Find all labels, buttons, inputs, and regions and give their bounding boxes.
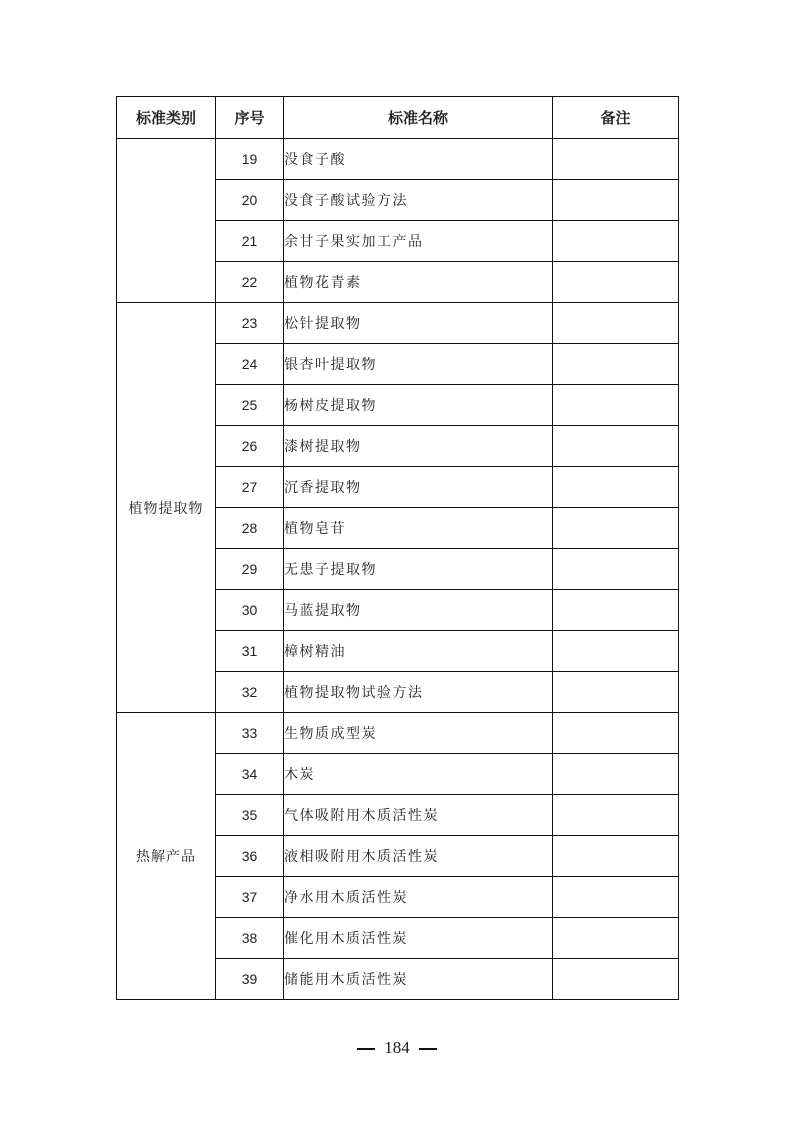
number-cell: 32 xyxy=(216,672,284,713)
note-cell xyxy=(553,754,679,795)
header-number: 序号 xyxy=(216,97,284,139)
right-dash xyxy=(419,1048,437,1050)
table-row xyxy=(117,139,679,180)
page-number-text: 184 xyxy=(384,1038,410,1057)
standard-name-cell: 催化用木质活性炭 xyxy=(284,918,553,959)
standard-name-cell: 净水用木质活性炭 xyxy=(284,877,553,918)
note-cell xyxy=(553,344,679,385)
note-cell xyxy=(553,590,679,631)
standard-name-cell: 没食子酸 xyxy=(284,139,553,180)
standard-name-cell: 气体吸附用木质活性炭 xyxy=(284,795,553,836)
standard-name-cell: 生物质成型炭 xyxy=(284,713,553,754)
number-cell: 28 xyxy=(216,508,284,549)
header-row xyxy=(117,97,679,139)
note-cell xyxy=(553,672,679,713)
table-body xyxy=(117,139,679,1000)
number-cell: 23 xyxy=(216,303,284,344)
note-cell xyxy=(553,795,679,836)
standard-name-cell: 马蓝提取物 xyxy=(284,590,553,631)
number-cell: 38 xyxy=(216,918,284,959)
number-cell: 30 xyxy=(216,590,284,631)
standard-name-cell: 植物皂苷 xyxy=(284,508,553,549)
note-cell xyxy=(553,836,679,877)
number-cell: 19 xyxy=(216,139,284,180)
note-cell xyxy=(553,508,679,549)
standards-table xyxy=(116,96,679,1000)
number-cell: 36 xyxy=(216,836,284,877)
note-cell xyxy=(553,385,679,426)
standard-name-cell: 没食子酸试验方法 xyxy=(284,180,553,221)
number-cell: 26 xyxy=(216,426,284,467)
standard-name-cell: 松针提取物 xyxy=(284,303,553,344)
number-cell: 29 xyxy=(216,549,284,590)
number-cell: 35 xyxy=(216,795,284,836)
header-category: 标准类别 xyxy=(117,97,216,139)
number-cell: 20 xyxy=(216,180,284,221)
standard-name-cell: 植物提取物试验方法 xyxy=(284,672,553,713)
note-cell xyxy=(553,549,679,590)
standard-name-cell: 杨树皮提取物 xyxy=(284,385,553,426)
note-cell xyxy=(553,877,679,918)
number-cell: 31 xyxy=(216,631,284,672)
table-row xyxy=(117,713,679,754)
number-cell: 24 xyxy=(216,344,284,385)
category-cell: 植物提取物 xyxy=(117,303,216,713)
standard-name-cell: 银杏叶提取物 xyxy=(284,344,553,385)
standard-name-cell: 植物花青素 xyxy=(284,262,553,303)
standard-name-cell: 漆树提取物 xyxy=(284,426,553,467)
note-cell xyxy=(553,713,679,754)
note-cell xyxy=(553,180,679,221)
left-dash xyxy=(357,1048,375,1050)
note-cell xyxy=(553,221,679,262)
note-cell xyxy=(553,426,679,467)
number-cell: 27 xyxy=(216,467,284,508)
note-cell xyxy=(553,631,679,672)
standard-name-cell: 无患子提取物 xyxy=(284,549,553,590)
note-cell xyxy=(553,139,679,180)
page-number xyxy=(0,1038,794,1058)
standard-name-cell: 储能用木质活性炭 xyxy=(284,959,553,1000)
standard-name-cell: 余甘子果实加工产品 xyxy=(284,221,553,262)
number-cell: 22 xyxy=(216,262,284,303)
standard-name-cell: 樟树精油 xyxy=(284,631,553,672)
note-cell xyxy=(553,262,679,303)
number-cell: 25 xyxy=(216,385,284,426)
note-cell xyxy=(553,303,679,344)
standard-name-cell: 沉香提取物 xyxy=(284,467,553,508)
note-cell xyxy=(553,467,679,508)
header-note: 备注 xyxy=(553,97,679,139)
note-cell xyxy=(553,918,679,959)
number-cell: 21 xyxy=(216,221,284,262)
category-cell: 热解产品 xyxy=(117,713,216,1000)
header-name: 标准名称 xyxy=(284,97,553,139)
table-row xyxy=(117,303,679,344)
number-cell: 34 xyxy=(216,754,284,795)
number-cell: 37 xyxy=(216,877,284,918)
standard-name-cell: 液相吸附用木质活性炭 xyxy=(284,836,553,877)
note-cell xyxy=(553,959,679,1000)
number-cell: 33 xyxy=(216,713,284,754)
number-cell: 39 xyxy=(216,959,284,1000)
category-cell xyxy=(117,139,216,303)
standard-name-cell: 木炭 xyxy=(284,754,553,795)
